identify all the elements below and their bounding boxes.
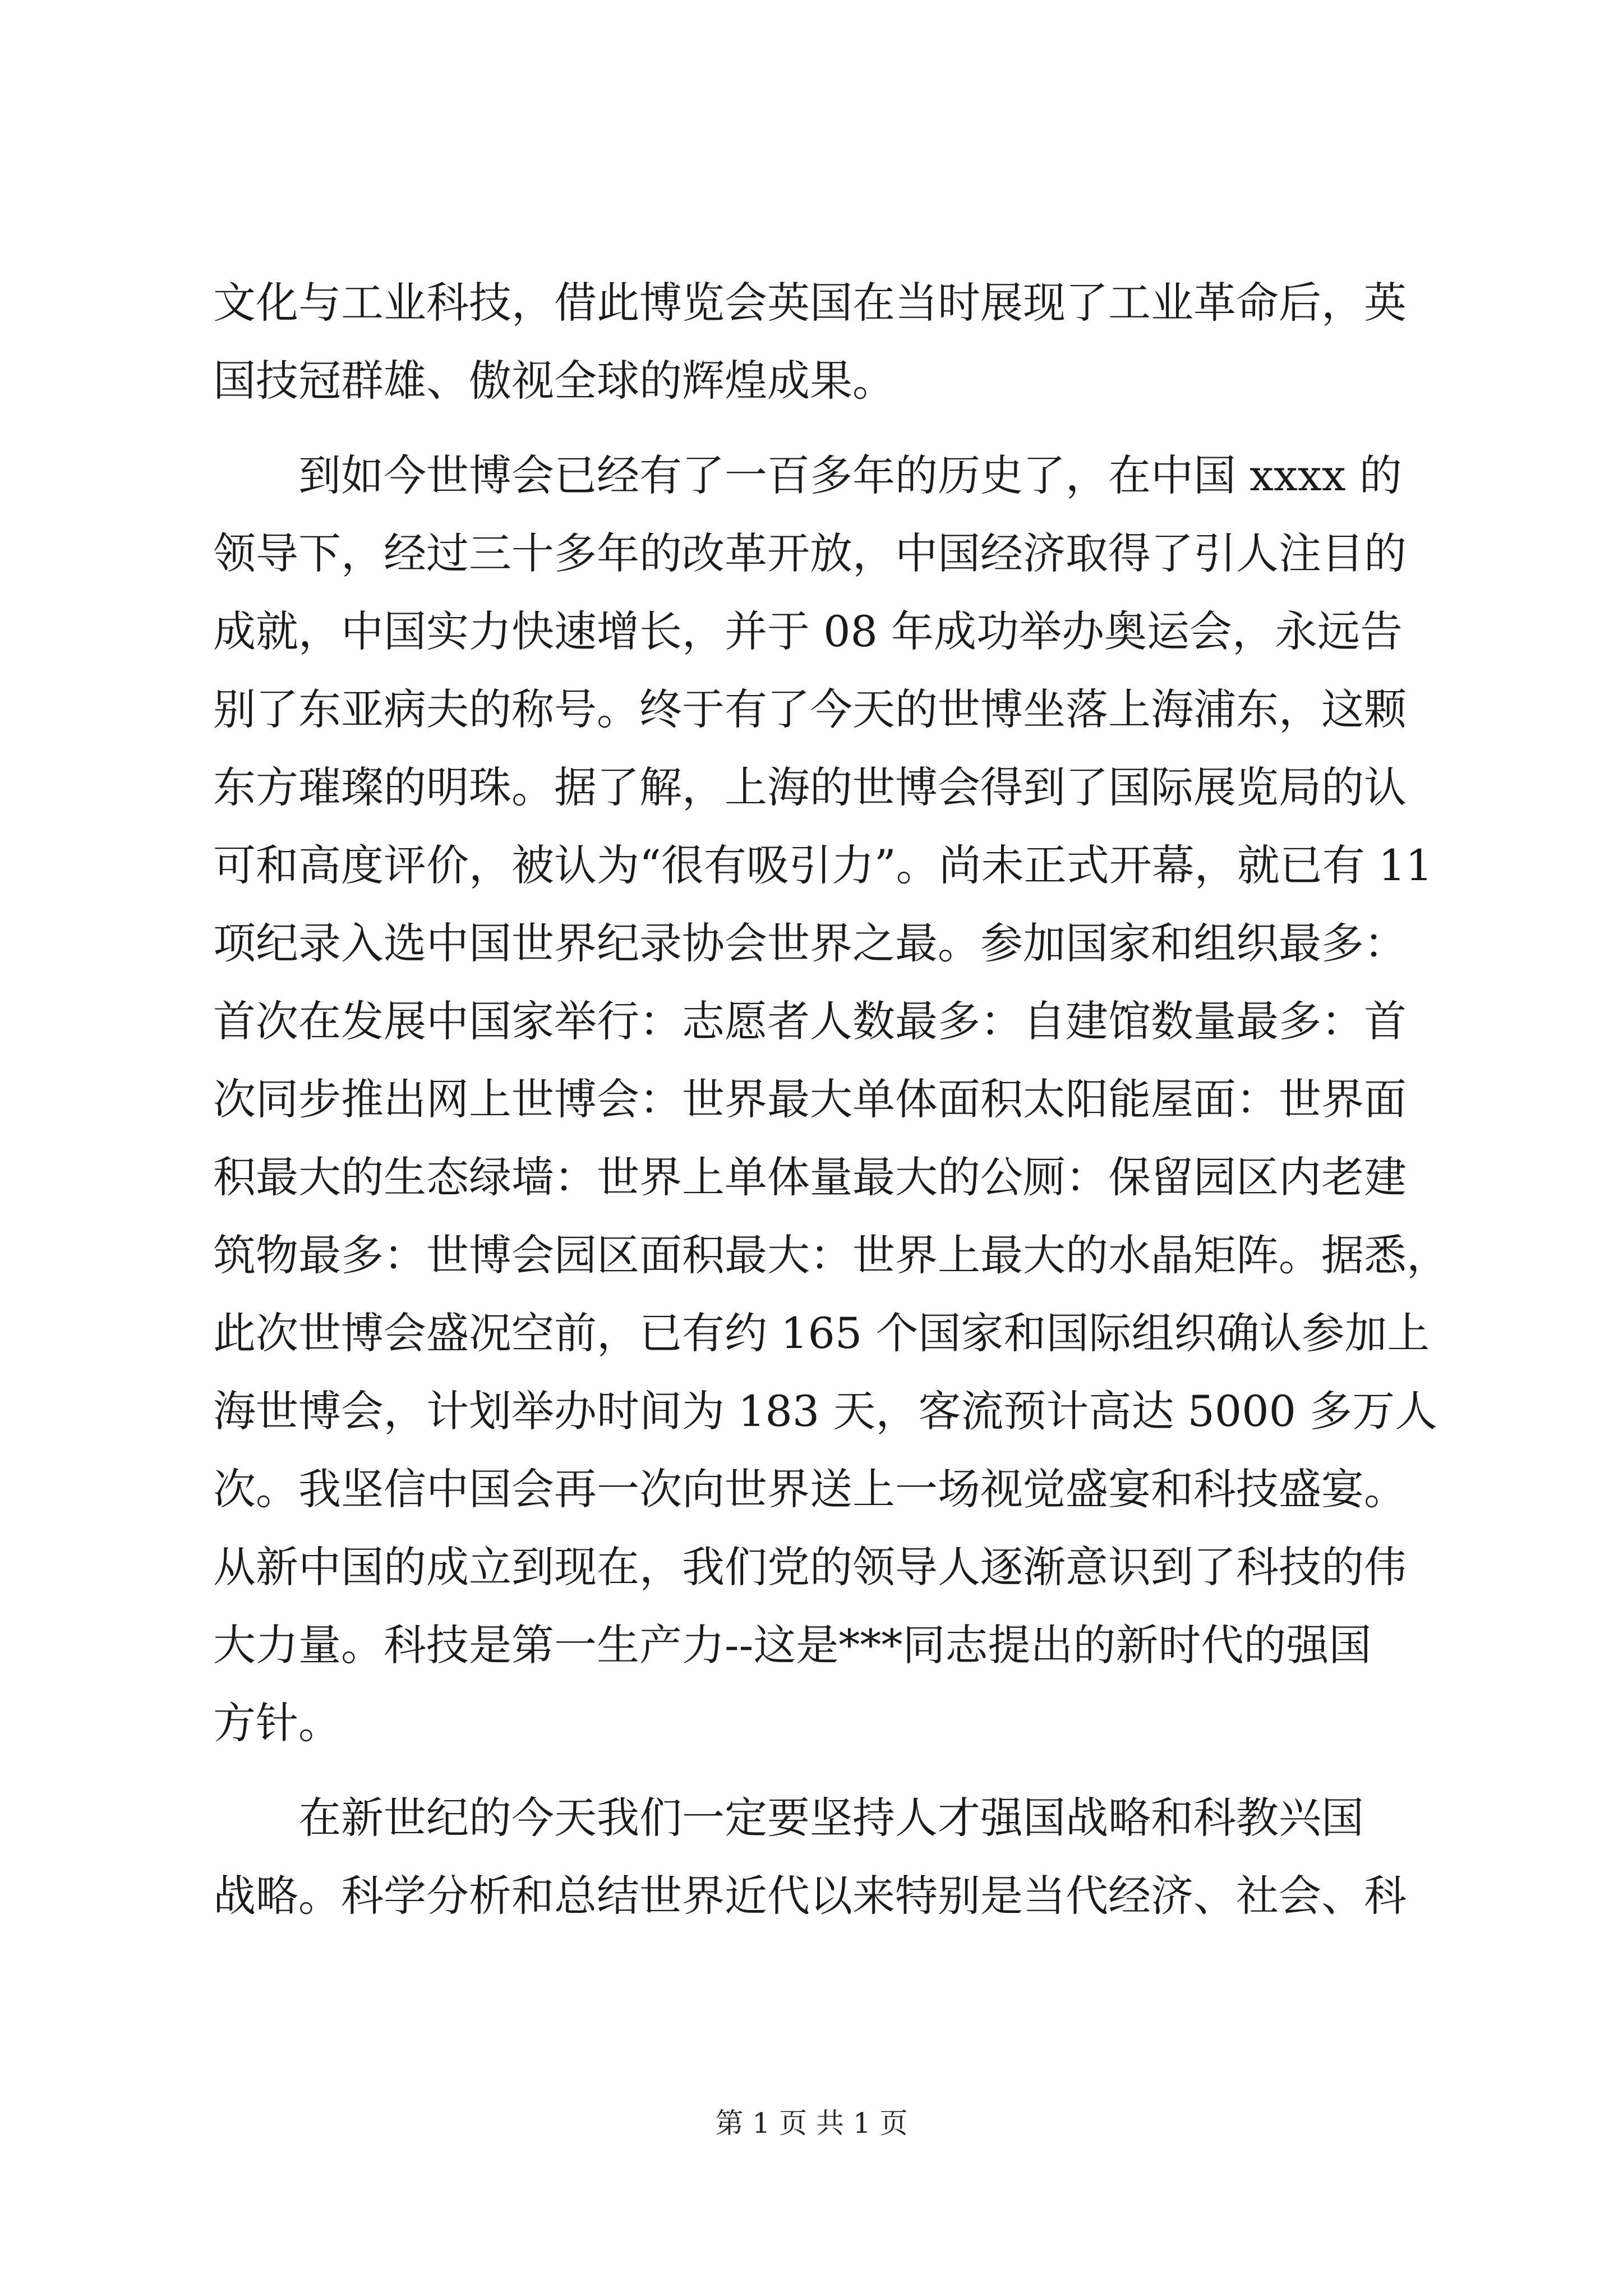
text-line: 次。我坚信中国会再一次向世界送上一场视觉盛宴和科技盛宴。 (213, 1464, 1407, 1514)
text-line: 战略。科学分析和总结世界近代以来特别是当代经济、社会、科 (213, 1871, 1407, 1921)
text-line: 海世博会，计划举办时间为 183 天，客流预计高达 5000 多万人 (213, 1386, 1438, 1436)
text-line: 东方璀璨的明珠。据了解，上海的世博会得到了国际展览局的认 (213, 762, 1407, 812)
paragraph-gap (213, 1762, 1413, 1779)
text-line: 成就，中国实力快速增长，并于 08 年成功举办奥运会，永远告 (213, 606, 1403, 656)
text-line: 此次世博会盛况空前，已有约 165 个国家和国际组织确认参加上 (213, 1308, 1430, 1358)
text-line: 方针。 (213, 1698, 341, 1748)
text-line: 领导下，经过三十多年的改革开放，中国经济取得了引人注目的 (213, 528, 1407, 578)
text-line: 文化与工业科技，借此博览会英国在当时展现了工业革命后，英 (213, 278, 1407, 328)
text-line: 可和高度评价，被认为“很有吸引力”。尚未正式开幕，就已有 11 (213, 840, 1433, 890)
text-line: 在新世纪的今天我们一定要坚持人才强国战略和科教兴国 (213, 1793, 1364, 1843)
text-line: 项纪录入选中国世界纪录协会世界之最。参加国家和组织最多： (213, 918, 1407, 968)
page-number-footer: 第 1 页 共 1 页 (715, 2107, 908, 2139)
text-line: 筑物最多：世博会园区面积最大：世界上最大的水晶矩阵。据悉， (213, 1230, 1449, 1280)
paragraph-gap (213, 420, 1413, 436)
text-line: 别了东亚病夫的称号。终于有了今天的世博坐落上海浦东，这颗 (213, 684, 1407, 734)
document-body (213, 264, 1449, 1935)
text-line: 国技冠群雄、傲视全球的辉煌成果。 (213, 356, 895, 406)
text-line: 大力量。科技是第一生产力--这是***同志提出的新时代的强国 (213, 1620, 1372, 1670)
text-line: 次同步推出网上世博会：世界最大单体面积太阳能屋面：世界面 (213, 1074, 1407, 1124)
text-line: 首次在发展中国家举行：志愿者人数最多：自建馆数量最多：首 (213, 996, 1407, 1046)
text-line: 到如今世博会已经有了一百多年的历史了，在中国 xxxx 的 (213, 450, 1402, 500)
text-line: 积最大的生态绿墙：世界上单体量最大的公厕：保留园区内老建 (213, 1152, 1407, 1202)
text-line: 从新中国的成立到现在，我们党的领导人逐渐意识到了科技的伟 (213, 1542, 1407, 1592)
